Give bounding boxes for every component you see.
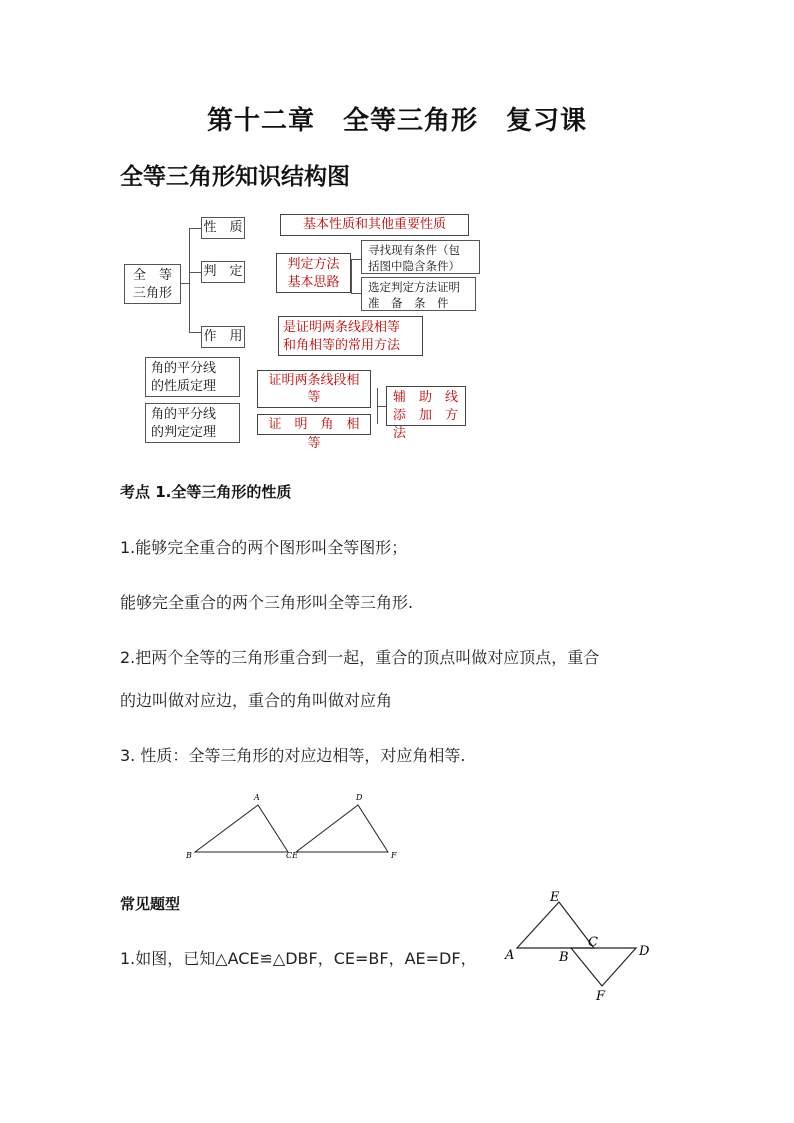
bisector-property-theorem — [145, 357, 240, 397]
judge-method-line2: 基本思路 — [287, 275, 340, 290]
root-node-congruent-triangles — [124, 264, 181, 304]
use-detail-node — [278, 316, 423, 356]
title-chapter: 第十二章 — [206, 106, 315, 136]
bisector-judge-theorem — [145, 403, 240, 443]
triangle-ace — [517, 902, 594, 948]
label-a: A — [254, 793, 260, 802]
property-detail-text: 基本性质和其他重要性质 — [302, 217, 446, 232]
prove-seg-line1: 证明两条线段相 — [268, 373, 360, 388]
branch-connector-1 — [189, 228, 201, 229]
triangle-def — [296, 805, 388, 852]
bisector1-line1: 角的平分线 — [151, 361, 217, 376]
triangle-abc — [195, 805, 288, 852]
label-ce: CE — [286, 851, 298, 860]
judge-method-line1: 判定方法 — [287, 257, 340, 272]
property-detail — [280, 214, 469, 236]
page-title — [0, 100, 794, 137]
aux-line1: 辅 助 线 — [393, 390, 459, 405]
branch-judge-label: 判 定 — [203, 264, 243, 279]
judge-step2-line2: 准 备 条 件 — [368, 296, 449, 310]
branch-property-label: 性 质 — [203, 220, 243, 235]
aux-line2: 添 加 方 法 — [393, 408, 472, 441]
branch-property — [201, 217, 245, 239]
triangle-dbf — [571, 948, 636, 986]
structure-subtitle: 全等三角形知识结构图 — [120, 164, 350, 190]
title-lesson: 复习课 — [506, 106, 588, 136]
branch-vertical — [189, 228, 190, 332]
branch-connector-3 — [189, 332, 201, 333]
judge-connector-top — [351, 259, 361, 260]
label2-a: A — [505, 948, 515, 963]
prove-seg-line2: 等 — [307, 390, 321, 405]
branch-judge — [201, 261, 245, 283]
label2-b: B — [559, 950, 569, 965]
judge-method-node — [276, 253, 351, 293]
judge-step-find-conditions — [361, 240, 480, 274]
judge-step1-line2: 括图中隐含条件） — [368, 259, 460, 273]
auxiliary-line-method — [386, 386, 472, 441]
judge-step2-line1: 选定判定方法证明 — [368, 280, 460, 294]
judge-connector — [351, 259, 352, 293]
prove-angle-text: 证 明 角 相 等 — [268, 417, 373, 451]
branch-connector-2 — [189, 272, 201, 273]
section1-paragraph-1: 1.能够完全重合的两个图形叫全等图形； — [120, 538, 408, 557]
bisector1-line2: 的性质定理 — [151, 379, 217, 394]
section1-paragraph-4: 3. 性质：全等三角形的对应边相等，对应角相等. — [120, 746, 466, 765]
use-detail-line1: 是证明两条线段相等 — [283, 320, 401, 335]
section1-heading: 考点 1.全等三角形的性质 — [120, 483, 292, 501]
question-1: 1.如图，已知△ACE≌△DBF，CE=BF，AE=DF， — [120, 949, 477, 968]
section2-heading: 常见题型 — [120, 895, 181, 913]
bisector2-line1: 角的平分线 — [151, 407, 217, 422]
section1-paragraph-3b: 的边叫做对应边，重合的角叫做对应角 — [120, 691, 393, 710]
label2-f: F — [596, 989, 606, 1004]
root-line2: 三角形 — [132, 286, 172, 301]
branch-use — [201, 326, 245, 348]
label-d: D — [356, 793, 363, 802]
aux-connector-h — [377, 406, 386, 407]
judge-connector-bottom — [351, 293, 361, 294]
prove-segments-equal — [257, 370, 371, 408]
prove-angles-equal — [257, 414, 373, 451]
question1-figure — [500, 885, 665, 1005]
label2-e: E — [550, 890, 560, 905]
root-connector — [181, 283, 189, 284]
judge-step-select-method — [361, 277, 476, 311]
label-b: B — [186, 851, 192, 860]
label2-d: D — [639, 944, 650, 959]
label2-c: C — [588, 935, 598, 950]
label-f: F — [391, 851, 397, 860]
bisector2-line2: 的判定定理 — [151, 425, 217, 440]
root-line1: 全 等 — [132, 268, 172, 283]
title-topic: 全等三角形 — [342, 106, 478, 136]
congruent-triangles-figure — [180, 788, 410, 868]
judge-step1-line1: 寻找现有条件（包 — [368, 243, 460, 257]
use-detail-line2: 和角相等的常用方法 — [283, 338, 401, 353]
section1-paragraph-2: 能够完全重合的两个三角形叫全等三角形. — [120, 593, 414, 612]
branch-use-label: 作 用 — [203, 329, 243, 344]
section1-paragraph-3a: 2.把两个全等的三角形重合到一起，重合的顶点叫做对应顶点，重合 — [120, 648, 600, 667]
